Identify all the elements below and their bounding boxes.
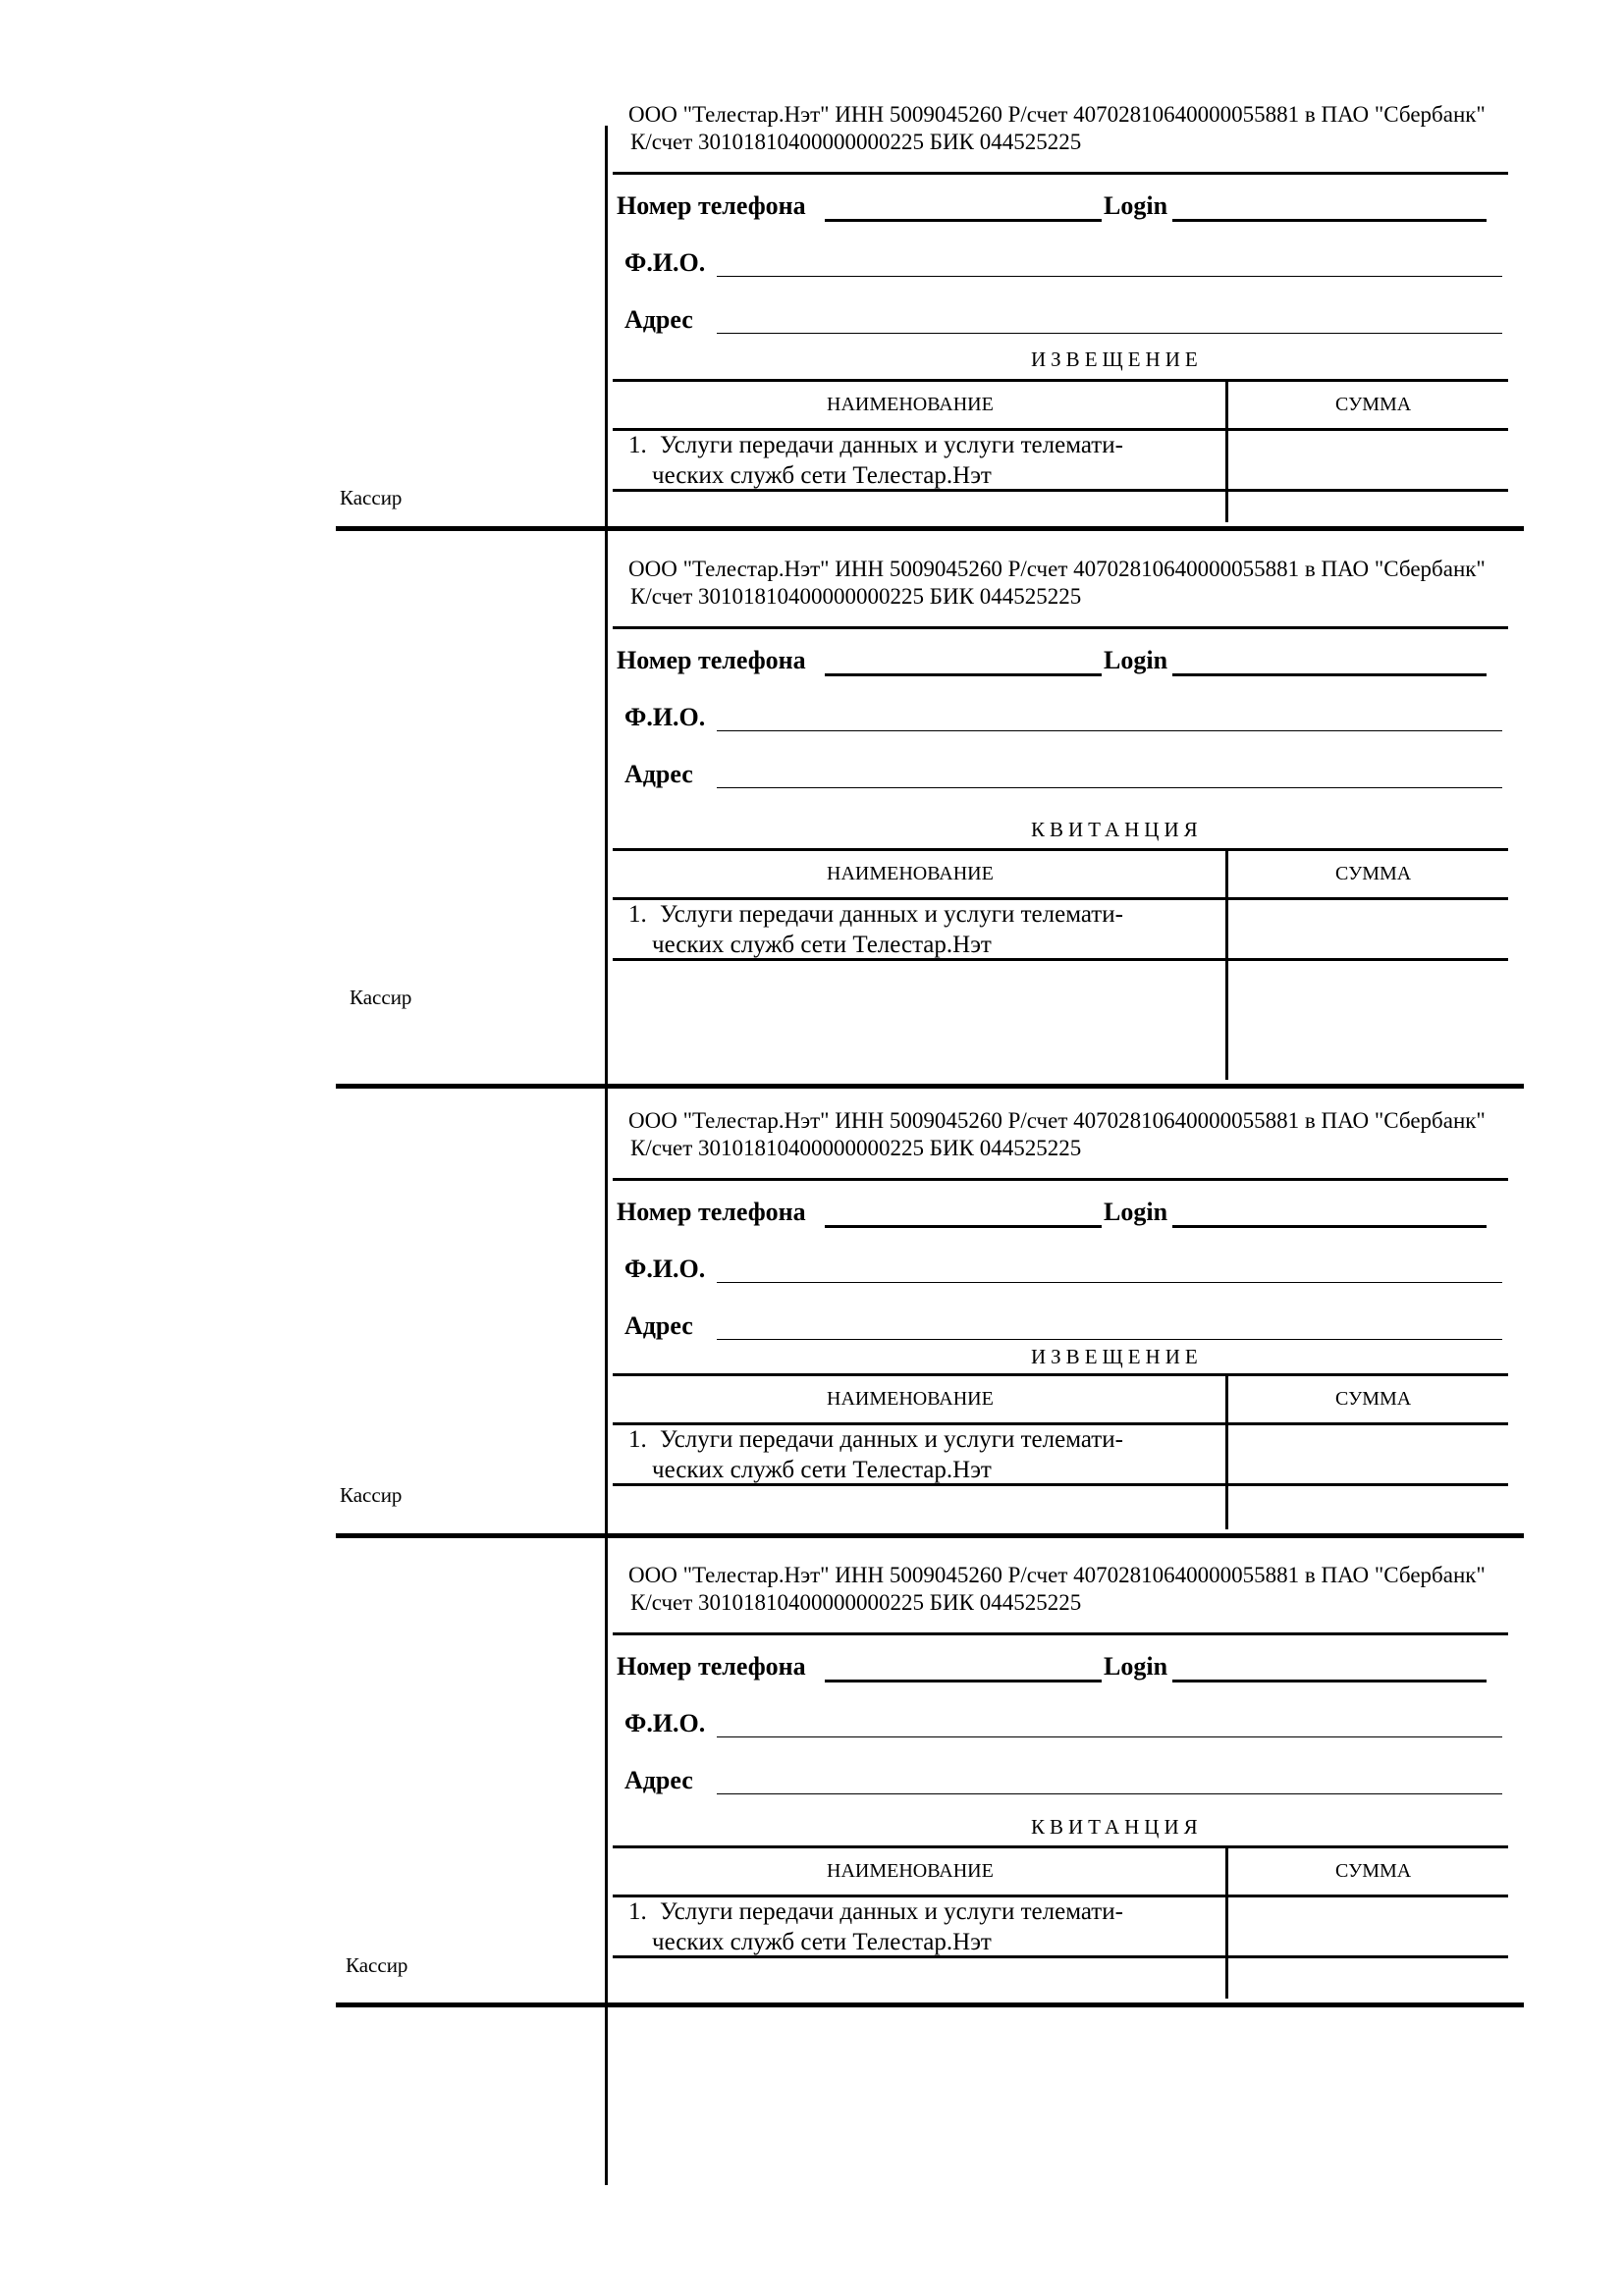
cashier-label: Кассир <box>340 486 403 509</box>
header-rule <box>613 626 1508 629</box>
phone-label: Номер телефона <box>617 191 806 220</box>
column-sum-header: СУММА <box>1335 394 1412 415</box>
fio-field[interactable] <box>717 1736 1502 1737</box>
address-label: Адрес <box>624 1311 693 1340</box>
column-name-header: НАИМЕНОВАНИЕ <box>827 863 994 884</box>
bank-details-line1: ООО "Телестар.Нэт" ИНН 5009045260 Р/счет 40702810640000055881 в ПАО "Сбербанк" <box>628 1108 1486 1133</box>
vertical-divider <box>605 126 608 2185</box>
section-separator <box>336 1533 1524 1538</box>
bank-details-line1: ООО "Телестар.Нэт" ИНН 5009045260 Р/счет 40702810640000055881 в ПАО "Сбербанк" <box>628 102 1486 127</box>
item-number: 1. <box>628 432 647 458</box>
cashier-label: Кассир <box>346 1953 408 1977</box>
address-field[interactable] <box>717 1339 1502 1340</box>
fio-field[interactable] <box>717 1282 1502 1283</box>
address-field[interactable] <box>717 333 1502 334</box>
column-name-header: НАИМЕНОВАНИЕ <box>827 1860 994 1882</box>
phone-label: Номер телефона <box>617 1652 806 1681</box>
phone-number-field[interactable] <box>825 1680 1102 1682</box>
fio-label: Ф.И.О. <box>624 1709 706 1737</box>
table-column-divider <box>1225 1373 1228 1529</box>
login-field[interactable] <box>1172 1225 1487 1228</box>
table-column-divider <box>1225 1845 1228 1999</box>
slip-title: ИЗВЕЩЕНИЕ <box>1031 347 1203 371</box>
column-sum-header: СУММА <box>1335 1388 1412 1410</box>
login-label: Login <box>1104 1198 1168 1226</box>
item-name-line2: ческих служб сети Телестар.Нэт <box>652 932 992 958</box>
address-field[interactable] <box>717 787 1502 788</box>
phone-number-field[interactable] <box>825 219 1102 222</box>
table-row-rule <box>613 1483 1508 1486</box>
table-top-rule <box>613 379 1508 382</box>
item-name-line1: Услуги передачи данных и услуги телемати- <box>660 1898 1123 1925</box>
header-rule <box>613 1178 1508 1181</box>
bank-details-line2: К/счет 30101810400000000225 БИК 044525225 <box>630 130 1082 154</box>
cashier-label: Кассир <box>340 1483 403 1507</box>
login-field[interactable] <box>1172 219 1487 222</box>
login-field[interactable] <box>1172 1680 1487 1682</box>
table-row-rule <box>613 489 1508 492</box>
address-label: Адрес <box>624 760 693 788</box>
column-sum-header: СУММА <box>1335 1860 1412 1882</box>
slip-title: КВИТАНЦИЯ <box>1031 818 1203 841</box>
address-field[interactable] <box>717 1793 1502 1794</box>
item-number: 1. <box>628 901 647 928</box>
bank-details-line2: К/счет 30101810400000000225 БИК 044525225 <box>630 584 1082 609</box>
cashier-label: Кассир <box>350 986 412 1009</box>
bank-details-line2: К/счет 30101810400000000225 БИК 044525225 <box>630 1136 1082 1160</box>
item-name-line2: ческих служб сети Телестар.Нэт <box>652 1457 992 1483</box>
item-number: 1. <box>628 1898 647 1925</box>
login-field[interactable] <box>1172 673 1487 676</box>
column-name-header: НАИМЕНОВАНИЕ <box>827 1388 994 1410</box>
bank-details-line1: ООО "Телестар.Нэт" ИНН 5009045260 Р/счет 40702810640000055881 в ПАО "Сбербанк" <box>628 557 1486 581</box>
table-top-rule <box>613 848 1508 851</box>
bank-details-line1: ООО "Телестар.Нэт" ИНН 5009045260 Р/счет 40702810640000055881 в ПАО "Сбербанк" <box>628 1563 1486 1587</box>
fio-field[interactable] <box>717 730 1502 731</box>
address-label: Адрес <box>624 1766 693 1794</box>
phone-label: Номер телефона <box>617 646 806 674</box>
column-name-header: НАИМЕНОВАНИЕ <box>827 394 994 415</box>
table-row-rule <box>613 1955 1508 1958</box>
table-top-rule <box>613 1845 1508 1848</box>
fio-label: Ф.И.О. <box>624 248 706 277</box>
header-rule <box>613 172 1508 175</box>
section-separator <box>336 526 1524 531</box>
slip-title: ИЗВЕЩЕНИЕ <box>1031 1345 1203 1368</box>
item-name-line1: Услуги передачи данных и услуги телемати- <box>660 432 1123 458</box>
table-column-divider <box>1225 848 1228 1080</box>
table-column-divider <box>1225 379 1228 522</box>
table-row-rule <box>613 958 1508 961</box>
phone-number-field[interactable] <box>825 673 1102 676</box>
item-name-line1: Услуги передачи данных и услуги телемати- <box>660 901 1123 928</box>
login-label: Login <box>1104 1652 1168 1681</box>
table-top-rule <box>613 1373 1508 1376</box>
section-separator <box>336 1084 1524 1089</box>
header-rule <box>613 1632 1508 1635</box>
fio-label: Ф.И.О. <box>624 703 706 731</box>
section-separator <box>336 2002 1524 2007</box>
phone-label: Номер телефона <box>617 1198 806 1226</box>
fio-field[interactable] <box>717 276 1502 277</box>
bank-details-line2: К/счет 30101810400000000225 БИК 044525225 <box>630 1590 1082 1615</box>
login-label: Login <box>1104 191 1168 220</box>
login-label: Login <box>1104 646 1168 674</box>
address-label: Адрес <box>624 305 693 334</box>
slip-title: КВИТАНЦИЯ <box>1031 1815 1203 1839</box>
item-name-line2: ческих служб сети Телестар.Нэт <box>652 462 992 489</box>
item-name-line2: ческих служб сети Телестар.Нэт <box>652 1929 992 1955</box>
phone-number-field[interactable] <box>825 1225 1102 1228</box>
item-number: 1. <box>628 1426 647 1453</box>
item-name-line1: Услуги передачи данных и услуги телемати- <box>660 1426 1123 1453</box>
column-sum-header: СУММА <box>1335 863 1412 884</box>
fio-label: Ф.И.О. <box>624 1255 706 1283</box>
